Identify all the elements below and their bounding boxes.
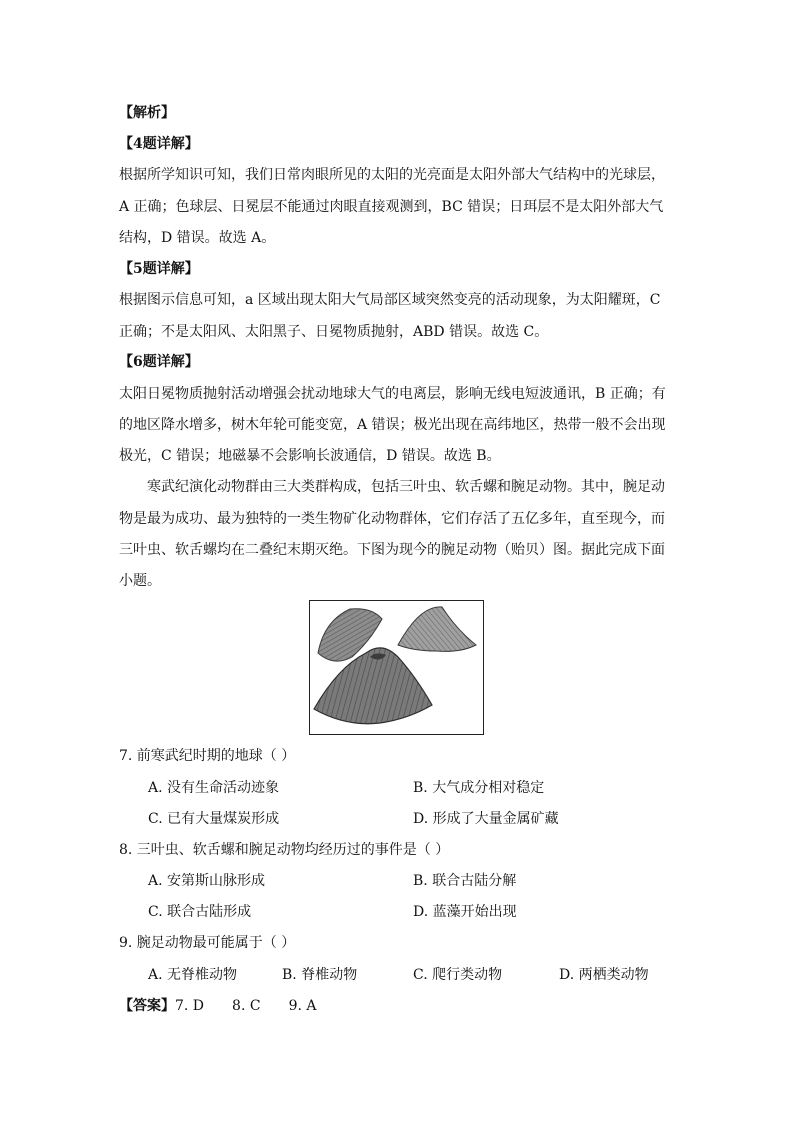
q5-detail-title: 【5题详解】 [119, 261, 199, 277]
answer-item: 9. A [288, 998, 317, 1014]
q7-stem: 7. 前寒武纪时期的地球（ ） [119, 748, 296, 764]
q9-option-c: C. 爬行类动物 [413, 967, 503, 983]
q7-option-b: B. 大气成分相对稳定 [413, 780, 545, 796]
q9-option-a: A. 无脊椎动物 [148, 967, 238, 983]
passage-line: 小题。 [119, 573, 161, 589]
q4-detail-title: 【4题详解】 [119, 136, 199, 152]
q8-option-b: B. 联合古陆分解 [413, 873, 517, 889]
passage-line: 三叶虫、软舌螺均在二叠纪末期灭绝。下图为现今的腕足动物（贻贝）图。据此完成下面 [119, 542, 665, 558]
q5-detail-line: 正确；不是太阳风、太阳黑子、日冕物质抛射，ABD 错误。故选 C。 [119, 324, 549, 340]
q4-detail-line: 结构，D 错误。故选 A。 [119, 230, 276, 246]
brachiopod-figure [309, 600, 484, 735]
answer-item: 8. C [232, 998, 261, 1014]
analysis-header: 【解析】 [119, 105, 175, 121]
passage-line: 寒武纪演化动物群由三大类群构成，包括三叶虫、软舌螺和腕足动物。其中，腕足动 [147, 479, 665, 495]
q7-option-d: D. 形成了大量金属矿藏 [413, 811, 559, 827]
q7-option-a: A. 没有生命活动迹象 [148, 780, 280, 796]
q4-detail-line: 根据所学知识可知，我们日常肉眼所见的太阳的光亮面是太阳外部大气结构中的光球层， [119, 167, 665, 183]
answer-line [119, 996, 317, 1016]
brachiopod-shells-photo-icon [310, 601, 483, 734]
q8-option-c: C. 联合古陆形成 [148, 904, 252, 920]
q7-option-c: C. 已有大量煤炭形成 [148, 811, 280, 827]
shell-top-right [398, 607, 476, 651]
q9-option-d: D. 两栖类动物 [559, 967, 649, 983]
q8-option-a: A. 安第斯山脉形成 [148, 873, 266, 889]
answer-item: 7. D [175, 998, 205, 1014]
q4-detail-line: A 正确；色球层、日冕层不能通过肉眼直接观测到，BC 错误；日珥层不是太阳外部大气 [119, 199, 664, 215]
q9-stem: 9. 腕足动物最可能属于（ ） [119, 935, 296, 951]
answer-label: 【答案】 [119, 998, 175, 1014]
q6-detail-line: 的地区降水增多，树木年轮可能变宽，A 错误；极光出现在高纬地区，热带一般不会出现 [119, 417, 666, 433]
q5-detail-line: 根据图示信息可知，a 区域出现太阳大气局部区域突然变亮的活动现象，为太阳耀斑，C [119, 292, 661, 308]
q6-detail-title: 【6题详解】 [119, 354, 199, 370]
passage-line: 物是最为成功、最为独特的一类生物矿化动物群体，它们存活了五亿多年，直至现今，而 [119, 511, 665, 527]
q6-detail-line: 极光，C 错误；地磁暴不会影响长波通信，D 错误。故选 B。 [119, 448, 501, 464]
q9-option-b: B. 脊椎动物 [282, 967, 358, 983]
q8-option-d: D. 蓝藻开始出现 [413, 904, 517, 920]
q6-detail-line: 太阳日冕物质抛射活动增强会扰动地球大气的电离层，影响无线电短波通讯，B 正确；有 [119, 386, 666, 402]
q8-stem: 8. 三叶虫、软舌螺和腕足动物均经历过的事件是（ ） [119, 842, 450, 858]
